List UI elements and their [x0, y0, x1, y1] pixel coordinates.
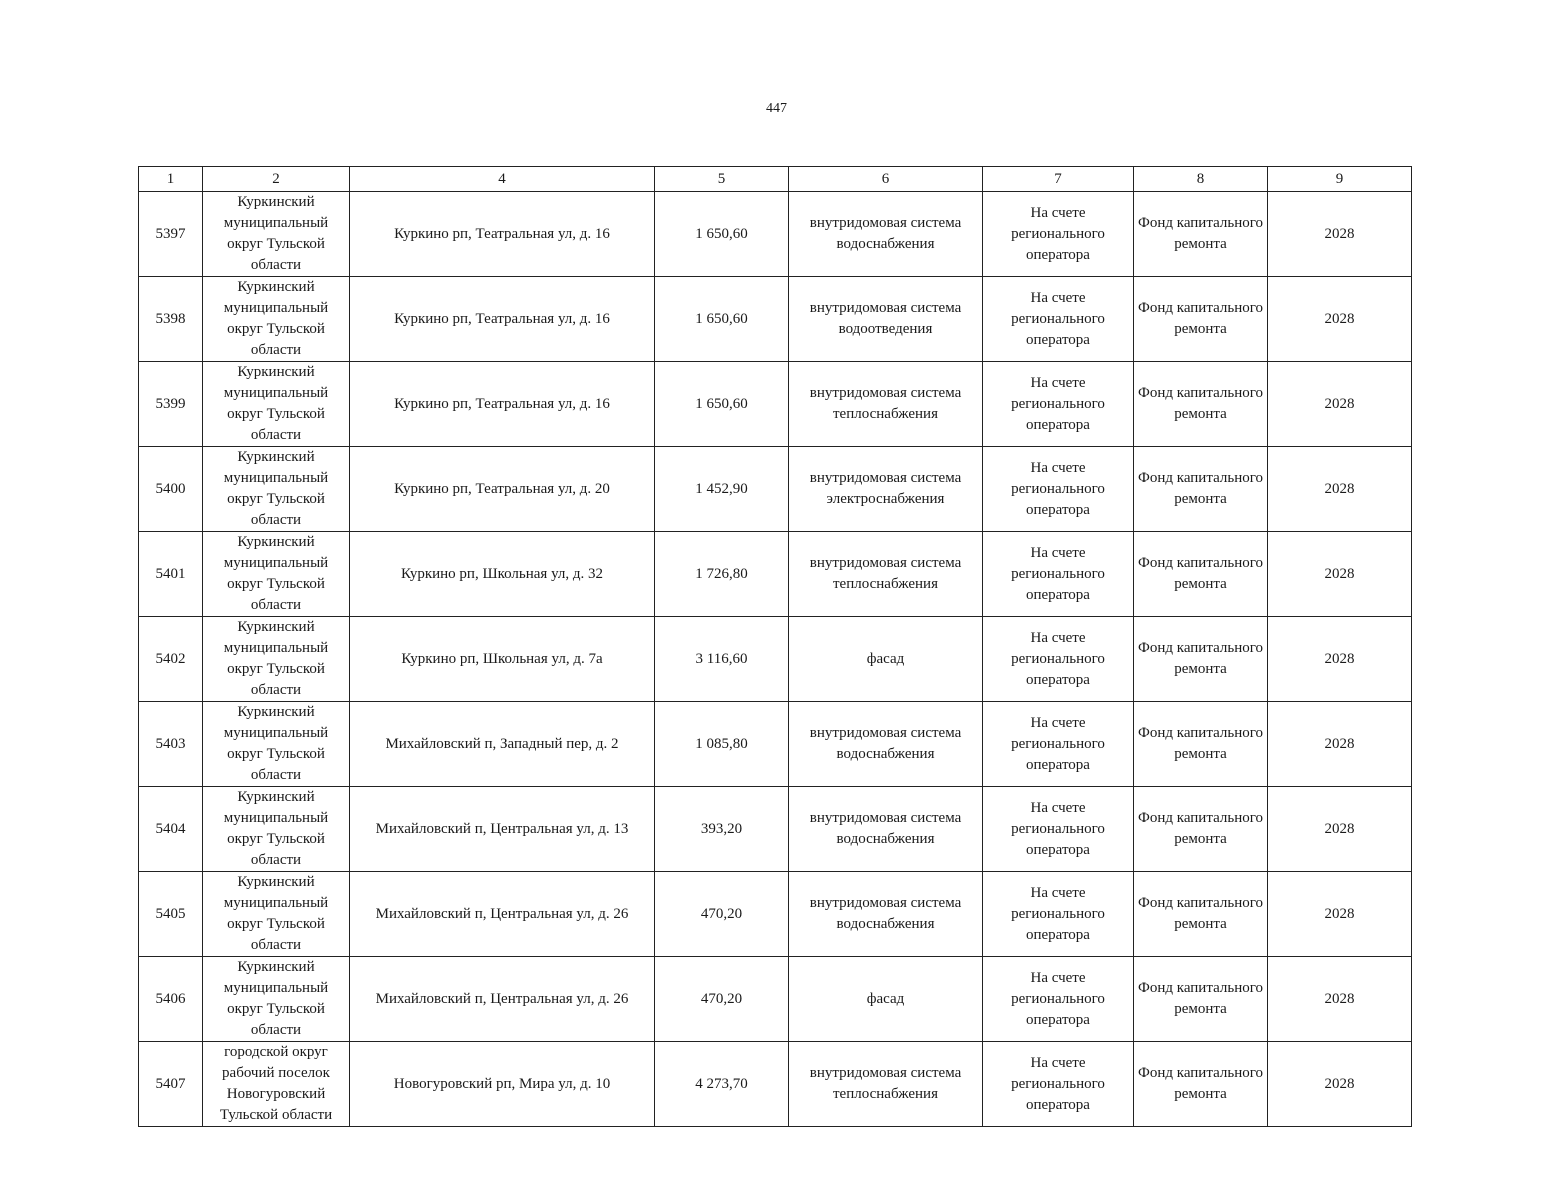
table-row: [139, 702, 1412, 787]
address-cell: Новогуровский рп, Мира ул, д. 10: [350, 1042, 655, 1127]
municipality-cell: Куркинский муниципальный округ Тульской области: [203, 192, 350, 277]
row-number-cell: 5401: [139, 532, 203, 617]
municipality-cell: Куркинский муниципальный округ Тульской области: [203, 362, 350, 447]
year-cell: 2028: [1268, 192, 1412, 277]
address-cell: Михайловский п, Центральная ул, д. 26: [350, 872, 655, 957]
fund-cell: Фонд капитального ремонта: [1134, 872, 1268, 957]
system-cell: внутридомовая система водоснабжения: [789, 872, 983, 957]
column-header: 6: [789, 167, 983, 192]
row-number-cell: 5406: [139, 957, 203, 1042]
fund-cell: Фонд капитального ремонта: [1134, 617, 1268, 702]
row-number-cell: 5404: [139, 787, 203, 872]
address-cell: Куркино рп, Театральная ул, д. 16: [350, 277, 655, 362]
header-row: [139, 167, 1412, 192]
area-cell: 1 085,80: [655, 702, 789, 787]
table-row: [139, 787, 1412, 872]
address-cell: Михайловский п, Центральная ул, д. 13: [350, 787, 655, 872]
municipality-cell: Куркинский муниципальный округ Тульской области: [203, 872, 350, 957]
table-row: [139, 277, 1412, 362]
year-cell: 2028: [1268, 787, 1412, 872]
column-header: 8: [1134, 167, 1268, 192]
row-number-cell: 5397: [139, 192, 203, 277]
column-header: 2: [203, 167, 350, 192]
system-cell: внутридомовая система водоотведения: [789, 277, 983, 362]
municipality-cell: Куркинский муниципальный округ Тульской области: [203, 702, 350, 787]
year-cell: 2028: [1268, 362, 1412, 447]
area-cell: 1 726,80: [655, 532, 789, 617]
municipality-cell: Куркинский муниципальный округ Тульской области: [203, 787, 350, 872]
address-cell: Михайловский п, Западный пер, д. 2: [350, 702, 655, 787]
year-cell: 2028: [1268, 872, 1412, 957]
year-cell: 2028: [1268, 702, 1412, 787]
year-cell: 2028: [1268, 1042, 1412, 1127]
account-cell: На счете регионального оператора: [983, 787, 1134, 872]
column-header: 4: [350, 167, 655, 192]
column-header: 7: [983, 167, 1134, 192]
column-header: 1: [139, 167, 203, 192]
address-cell: Куркино рп, Школьная ул, д. 32: [350, 532, 655, 617]
fund-cell: Фонд капитального ремонта: [1134, 1042, 1268, 1127]
municipality-cell: Куркинский муниципальный округ Тульской области: [203, 447, 350, 532]
fund-cell: Фонд капитального ремонта: [1134, 957, 1268, 1042]
municipality-cell: Куркинский муниципальный округ Тульской области: [203, 277, 350, 362]
table-header: [139, 167, 1412, 192]
table-row: [139, 362, 1412, 447]
fund-cell: Фонд капитального ремонта: [1134, 277, 1268, 362]
fund-cell: Фонд капитального ремонта: [1134, 787, 1268, 872]
account-cell: На счете регионального оператора: [983, 362, 1134, 447]
system-cell: фасад: [789, 957, 983, 1042]
account-cell: На счете регионального оператора: [983, 447, 1134, 532]
table-row: [139, 447, 1412, 532]
system-cell: внутридомовая система теплоснабжения: [789, 362, 983, 447]
address-cell: Куркино рп, Театральная ул, д. 16: [350, 362, 655, 447]
address-cell: Куркино рп, Театральная ул, д. 16: [350, 192, 655, 277]
system-cell: внутридомовая система теплоснабжения: [789, 532, 983, 617]
system-cell: внутридомовая система водоснабжения: [789, 702, 983, 787]
fund-cell: Фонд капитального ремонта: [1134, 447, 1268, 532]
account-cell: На счете регионального оператора: [983, 617, 1134, 702]
system-cell: внутридомовая система водоснабжения: [789, 787, 983, 872]
row-number-cell: 5405: [139, 872, 203, 957]
address-cell: Куркино рп, Театральная ул, д. 20: [350, 447, 655, 532]
year-cell: 2028: [1268, 957, 1412, 1042]
account-cell: На счете регионального оператора: [983, 532, 1134, 617]
area-cell: 1 650,60: [655, 362, 789, 447]
table-row: [139, 872, 1412, 957]
area-cell: 1 452,90: [655, 447, 789, 532]
area-cell: 1 650,60: [655, 192, 789, 277]
address-cell: Куркино рп, Школьная ул, д. 7а: [350, 617, 655, 702]
account-cell: На счете регионального оператора: [983, 1042, 1134, 1127]
fund-cell: Фонд капитального ремонта: [1134, 192, 1268, 277]
area-cell: 1 650,60: [655, 277, 789, 362]
row-number-cell: 5402: [139, 617, 203, 702]
municipality-cell: Куркинский муниципальный округ Тульской области: [203, 532, 350, 617]
account-cell: На счете регионального оператора: [983, 957, 1134, 1042]
municipality-cell: городской округ рабочий поселок Новогуровский Тульской области: [203, 1042, 350, 1127]
row-number-cell: 5398: [139, 277, 203, 362]
system-cell: внутридомовая система теплоснабжения: [789, 1042, 983, 1127]
system-cell: внутридомовая система водоснабжения: [789, 192, 983, 277]
table-row: [139, 192, 1412, 277]
year-cell: 2028: [1268, 532, 1412, 617]
row-number-cell: 5399: [139, 362, 203, 447]
table-row: [139, 957, 1412, 1042]
row-number-cell: 5407: [139, 1042, 203, 1127]
table-row: [139, 532, 1412, 617]
account-cell: На счете регионального оператора: [983, 702, 1134, 787]
year-cell: 2028: [1268, 447, 1412, 532]
system-cell: внутридомовая система электроснабжения: [789, 447, 983, 532]
area-cell: 393,20: [655, 787, 789, 872]
column-header: 5: [655, 167, 789, 192]
area-cell: 470,20: [655, 957, 789, 1042]
account-cell: На счете регионального оператора: [983, 872, 1134, 957]
municipality-cell: Куркинский муниципальный округ Тульской области: [203, 617, 350, 702]
address-cell: Михайловский п, Центральная ул, д. 26: [350, 957, 655, 1042]
table-body: [139, 192, 1412, 1127]
municipality-cell: Куркинский муниципальный округ Тульской области: [203, 957, 350, 1042]
repair-registry-table: [138, 166, 1412, 1127]
year-cell: 2028: [1268, 617, 1412, 702]
table-row: [139, 617, 1412, 702]
fund-cell: Фонд капитального ремонта: [1134, 532, 1268, 617]
row-number-cell: 5403: [139, 702, 203, 787]
account-cell: На счете регионального оператора: [983, 277, 1134, 362]
system-cell: фасад: [789, 617, 983, 702]
page-number: 447: [766, 101, 787, 116]
fund-cell: Фонд капитального ремонта: [1134, 702, 1268, 787]
fund-cell: Фонд капитального ремонта: [1134, 362, 1268, 447]
area-cell: 470,20: [655, 872, 789, 957]
area-cell: 3 116,60: [655, 617, 789, 702]
area-cell: 4 273,70: [655, 1042, 789, 1127]
account-cell: На счете регионального оператора: [983, 192, 1134, 277]
column-header: 9: [1268, 167, 1412, 192]
table-row: [139, 1042, 1412, 1127]
year-cell: 2028: [1268, 277, 1412, 362]
row-number-cell: 5400: [139, 447, 203, 532]
